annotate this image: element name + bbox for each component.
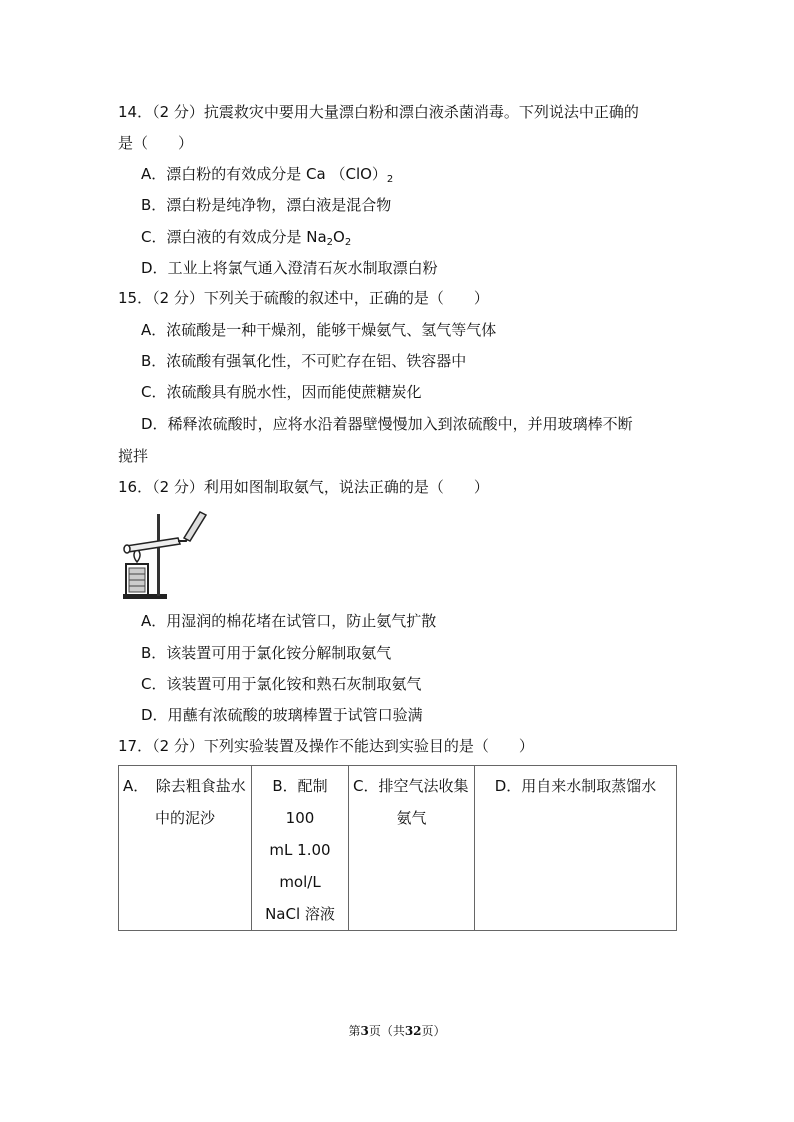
q15-option-b xyxy=(141,350,466,372)
option-text: 漂白粉是纯净物，漂白液是混合物 xyxy=(166,196,392,214)
option-text: 浓硫酸是一种干燥剂，能够干燥氨气、氢气等气体 xyxy=(166,321,497,339)
option-label: B． xyxy=(141,644,167,662)
subscript: 2 xyxy=(386,174,394,185)
option-label: C． xyxy=(141,383,167,401)
q16-stem: 16．（2 分）利用如图制取氨气，说法正确的是（ ） xyxy=(118,478,489,496)
option-label: B． xyxy=(141,352,167,370)
footer-total-pages: 32 xyxy=(404,1024,422,1038)
q15-option-c xyxy=(141,381,422,403)
cell-line: mol/L xyxy=(279,873,321,891)
cell-line: D．用自来水制取蒸馏水 xyxy=(494,777,657,795)
formula-part: O xyxy=(333,228,345,246)
cell-line: NaCl 溶液 xyxy=(265,905,335,923)
q15-option-a xyxy=(141,319,496,341)
stand-rod xyxy=(157,514,160,596)
cell-line: C．排空气法收集 xyxy=(353,777,469,795)
option-label: A． xyxy=(141,165,167,183)
footer-prefix: 第 xyxy=(348,1024,361,1038)
page-footer xyxy=(0,1022,794,1039)
option-label: C． xyxy=(141,675,167,693)
q17-options-table xyxy=(118,765,677,931)
option-text: 漂白粉的有效成分是 Ca （ClO） xyxy=(166,165,387,183)
q17-cell-b xyxy=(252,766,349,931)
footer-page-number: 3 xyxy=(360,1024,369,1038)
option-text: 该装置可用于氯化铵和熟石灰制取氨气 xyxy=(166,675,422,693)
cell-line: A． 除去粗食盐水 xyxy=(123,777,246,795)
option-text: 漂白液的有效成分是 Na xyxy=(166,228,327,246)
subscript: 2 xyxy=(326,237,334,248)
option-text: 浓硫酸具有脱水性，因而能使蔗糖炭化 xyxy=(166,383,422,401)
option-label: D． xyxy=(141,259,168,277)
option-text: 用湿润的棉花堵在试管口，防止氨气扩散 xyxy=(166,612,437,630)
q14-option-a xyxy=(141,163,393,191)
option-text: 稀释浓硫酸时，应将水沿着器壁慢慢加入到浓硫酸中，并用玻璃棒不断 xyxy=(167,415,633,433)
q17-cell-a xyxy=(119,766,252,931)
ammonia-apparatus-figure xyxy=(120,510,210,602)
cell-line: 氨气 xyxy=(396,809,427,827)
option-label: A． xyxy=(141,321,167,339)
q15-stem: 15．（2 分）下列关于硫酸的叙述中，正确的是（ ） xyxy=(118,289,489,307)
q17-cell-c xyxy=(349,766,475,931)
cell-line: mL 1.00 xyxy=(269,841,331,859)
q15-option-d xyxy=(141,413,633,435)
q14-option-d xyxy=(141,257,438,279)
q14-option-c xyxy=(141,226,351,254)
option-text: 浓硫酸有强氧化性，不可贮存在铝、铁容器中 xyxy=(166,352,467,370)
option-label: C． xyxy=(141,228,167,246)
option-label: D． xyxy=(141,706,168,724)
test-tube xyxy=(126,538,180,552)
q16-option-d xyxy=(141,704,423,726)
option-text: 工业上将氯气通入澄清石灰水制取漂白粉 xyxy=(167,259,438,277)
subscript: 2 xyxy=(344,237,352,248)
q15-option-d-continued: 搅拌 xyxy=(118,447,149,465)
cell-line: 中的泥沙 xyxy=(154,809,215,827)
q16-option-c xyxy=(141,673,422,695)
q14-stem-line1: 14．（2 分）抗震救灾中要用大量漂白粉和漂白液杀菌消毒。下列说法中正确的 xyxy=(118,103,639,121)
q17-cell-d xyxy=(475,766,677,931)
cell-line: B．配制 100 xyxy=(272,777,328,827)
q14-option-b xyxy=(141,194,391,216)
q14-stem-line2: 是（ ） xyxy=(118,134,194,152)
option-text: 用蘸有浓硫酸的玻璃棒置于试管口验满 xyxy=(167,706,423,724)
collecting-tube xyxy=(184,512,206,541)
q17-stem: 17．（2 分）下列实验装置及操作不能达到实验目的是（ ） xyxy=(118,737,534,755)
q16-option-b xyxy=(141,642,391,664)
option-text: 该装置可用于氯化铵分解制取氨气 xyxy=(166,644,392,662)
footer-mid: 页（共 xyxy=(368,1024,405,1038)
footer-suffix: 页） xyxy=(421,1024,446,1038)
option-label: A． xyxy=(141,612,167,630)
option-label: B． xyxy=(141,196,167,214)
q16-option-a xyxy=(141,610,436,632)
option-label: D． xyxy=(141,415,168,433)
